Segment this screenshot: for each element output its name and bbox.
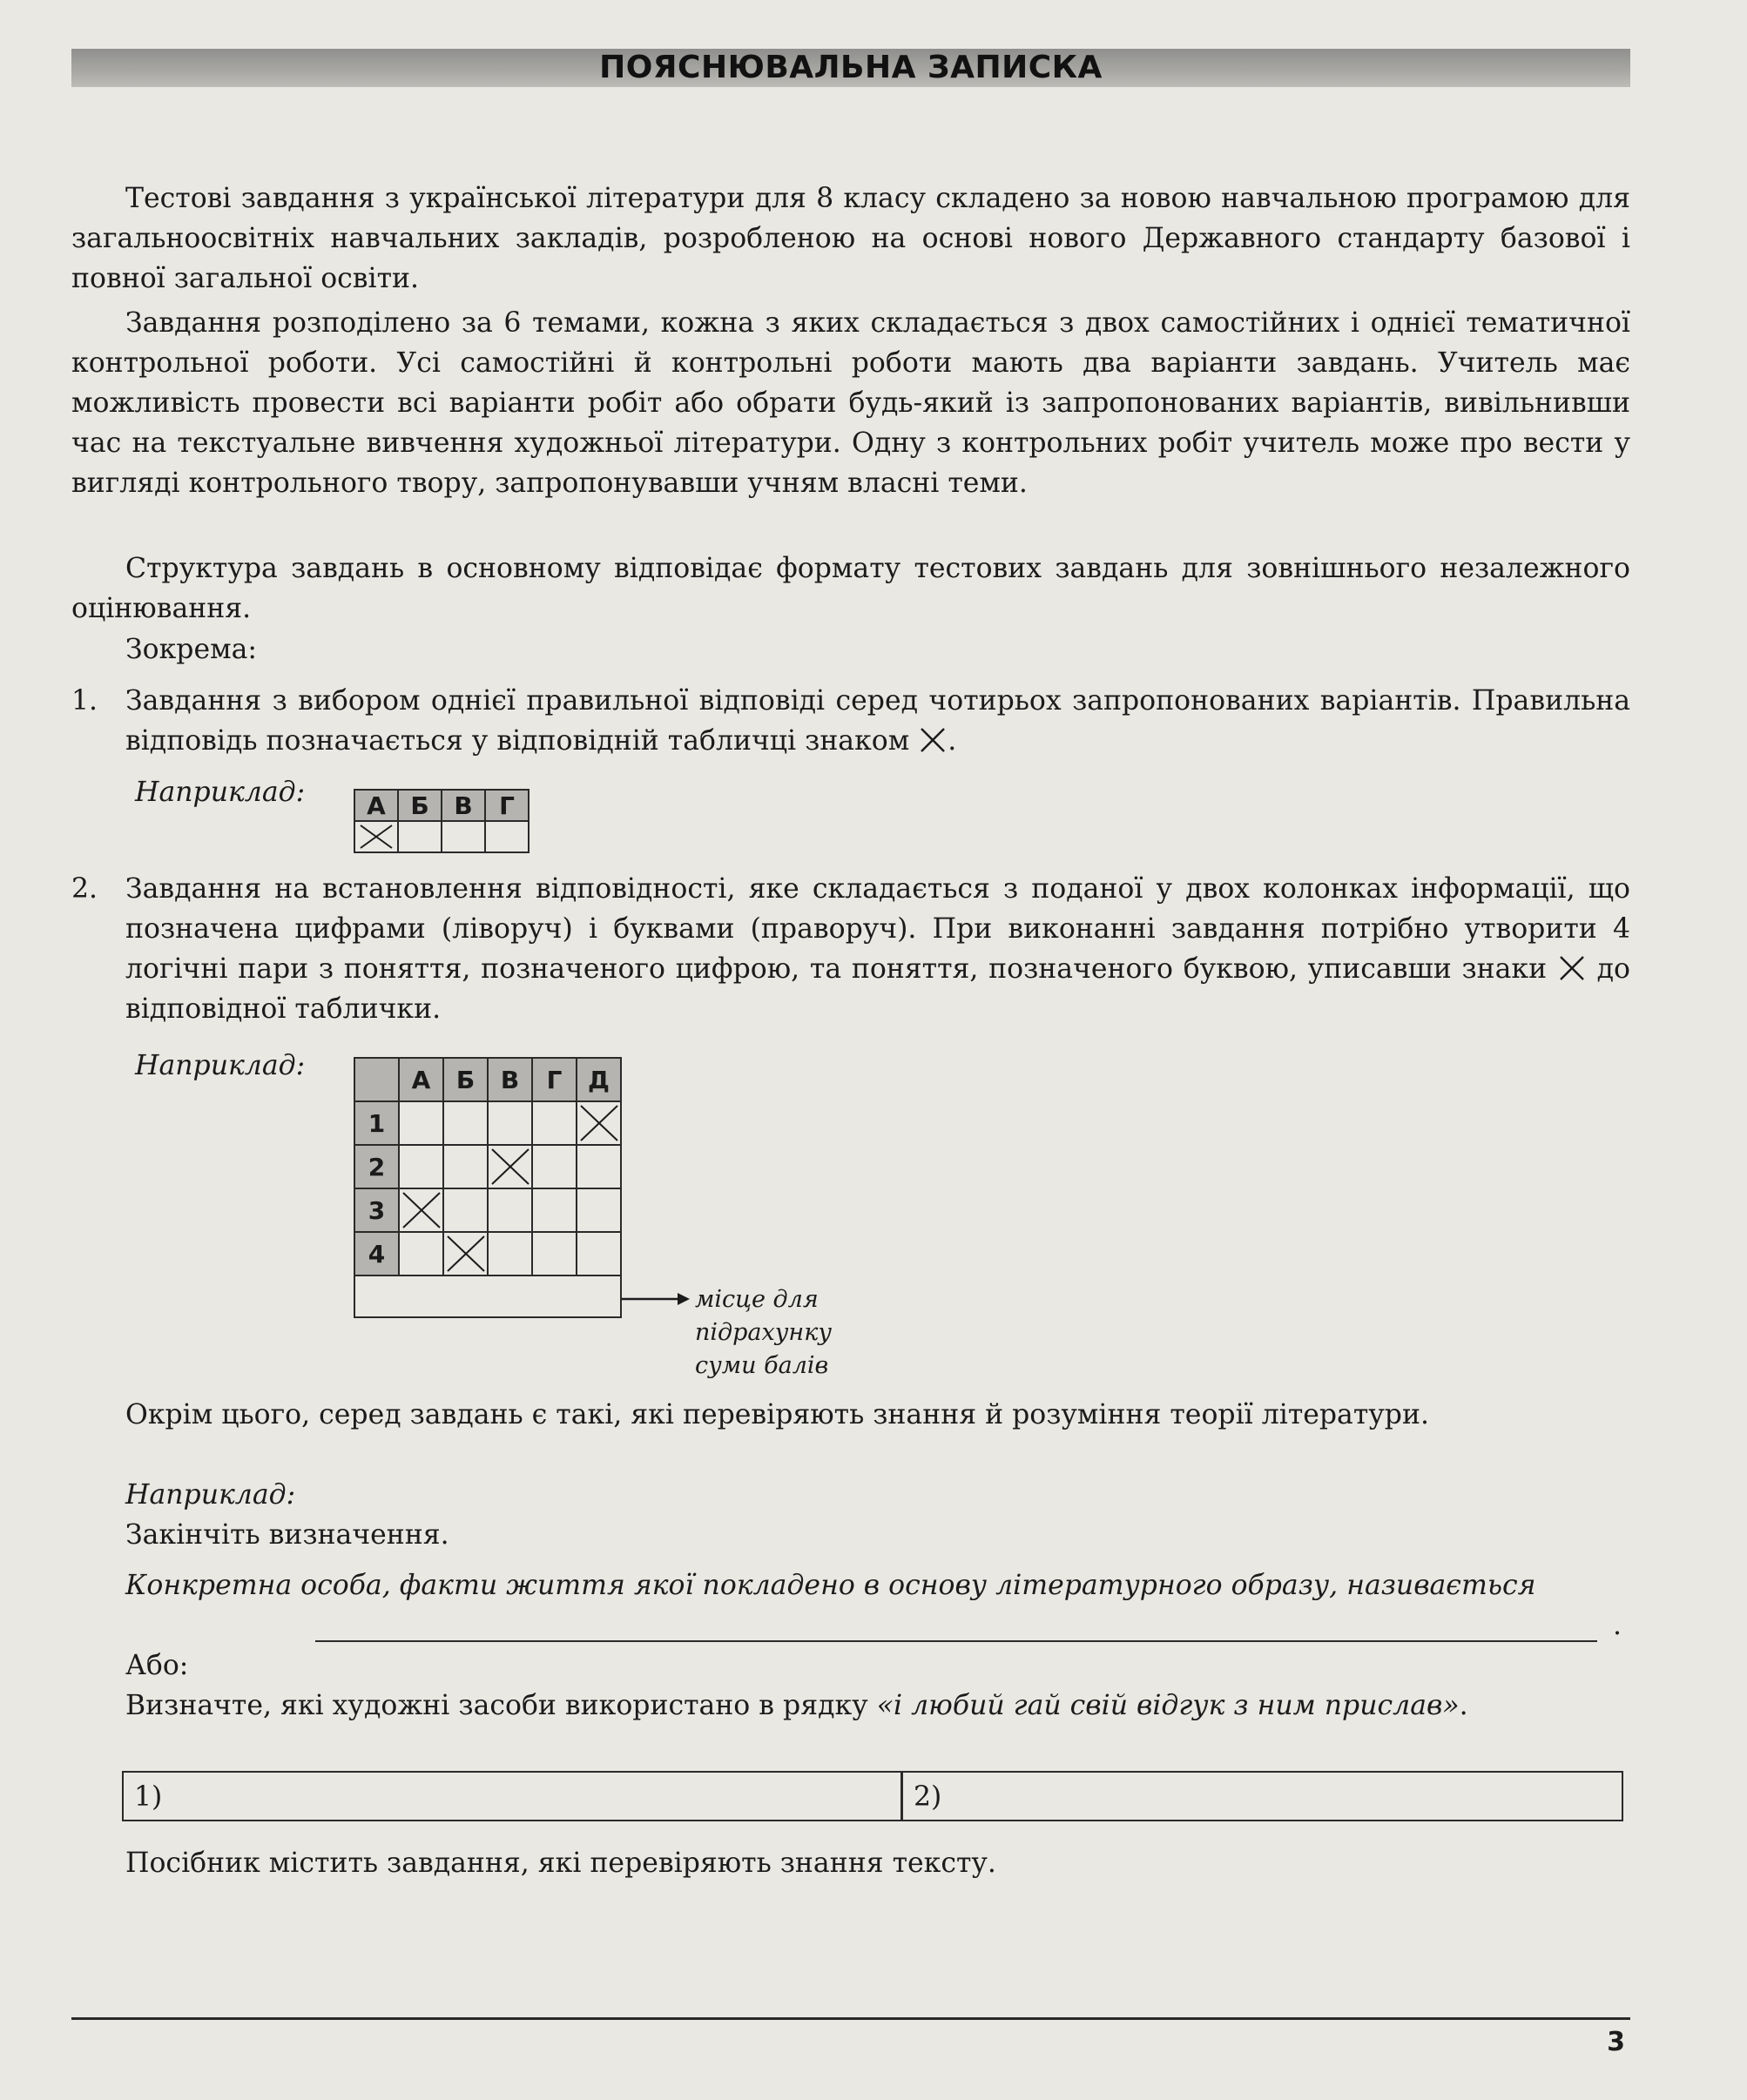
item-1-text-after: . (948, 725, 957, 757)
theory-or: Або: (125, 1650, 189, 1681)
matching-grid-cell[interactable] (488, 1101, 532, 1145)
cross-mark-icon (359, 824, 394, 850)
matching-grid-sum-row (354, 1275, 621, 1317)
cross-mark-icon (918, 725, 948, 755)
theory-task-2-quote: «і любий гай свій відгук з ним прислав» (876, 1690, 1460, 1721)
sum-note-line-2: підрахунку (695, 1319, 832, 1346)
cross-mark-icon (446, 1235, 486, 1273)
intro-paragraph-2: Завдання розподілено за 6 темами, кожна з яких складається з двох самостійних і однієї тематичної контрольної роботи. Усі самостійні й контрольні роботи мають два варіанти завдань. Учитель має можливість провести всі варіанти робіт або обрати будь-який із запропонованих варіантів, вивільнивши час на текстуальне вивчення художньої літератури. Одну з контрольних робіт учитель може про вести у вигляді контрольного твору, запропонувавши учням власні теми. (71, 307, 1630, 499)
matching-grid-cell[interactable] (532, 1101, 577, 1145)
intro-paragraph-3: Структура завдань в основному відповідає формату тестових завдань для зовнішнього незалежного оцінювання. (71, 553, 1630, 624)
item-2-example-label: Наприклад: (135, 1050, 306, 1081)
answer-box (122, 1771, 1623, 1821)
matching-grid-cell[interactable] (443, 1145, 488, 1188)
item-1-example-label: Наприклад: (135, 777, 306, 808)
matching-grid-row-header: 2 (354, 1145, 399, 1188)
matching-grid-cell[interactable] (488, 1188, 532, 1232)
arrow-right-icon (622, 1290, 691, 1308)
answer-grid-header: Г (485, 790, 529, 821)
sum-note (695, 1283, 832, 1383)
matching-grid-row (354, 1145, 621, 1188)
matching-grid-cell[interactable] (443, 1188, 488, 1232)
answer-grid-single (354, 789, 529, 853)
intro-paragraph-1: Тестові завдання з української літератури для 8 класу складено за новою навчальною програмою для загальноосвітніх навчальних закладів, розробленою на основі нового Державного стандарту базової і повної загальної освіти. (71, 183, 1630, 294)
theory-task-2 (71, 1686, 1630, 1726)
item-2-text-after: до відповідної таблички. (125, 953, 1630, 1025)
section-title-bar (71, 49, 1630, 87)
sum-note-line-3: суми балів (695, 1352, 829, 1379)
matching-grid-cell[interactable] (577, 1188, 621, 1232)
score-sum-cell[interactable] (354, 1275, 621, 1317)
matching-grid-cell[interactable] (532, 1232, 577, 1275)
answer-grid-header: А (354, 790, 398, 821)
matching-grid-col-header: В (488, 1058, 532, 1101)
matching-grid-row-header: 1 (354, 1101, 399, 1145)
answer-field-2[interactable]: 2) (914, 1781, 942, 1813)
theory-definition: Конкретна особа, факти життя якої покладено в основу літературного образу, називається (125, 1570, 1536, 1601)
item-2-number: 2. (71, 873, 98, 905)
matching-grid-col-header: Б (443, 1058, 488, 1101)
cross-mark-icon (490, 1148, 530, 1186)
matching-grid-cell[interactable] (577, 1232, 621, 1275)
answer-grid-header-row (354, 790, 529, 821)
answer-grid-header: Б (398, 790, 442, 821)
matching-grid-cell[interactable] (532, 1145, 577, 1188)
item-1-text (125, 681, 1630, 761)
definition-answer-line[interactable] (315, 1611, 1597, 1642)
sum-note-line-1: місце для (695, 1286, 819, 1313)
answer-grid-cell-a[interactable] (354, 821, 398, 852)
theory-task-2-end: . (1459, 1690, 1468, 1721)
theory-task-1: Закінчіть визначення. (125, 1519, 449, 1551)
answer-grid-cell-v[interactable] (442, 821, 485, 852)
theory-task-2-text: Визначте, які художні засоби використано в рядку (125, 1690, 877, 1721)
answer-field-1[interactable]: 1) (134, 1781, 163, 1813)
answer-grid-cell-g[interactable] (485, 821, 529, 852)
matching-grid-row (354, 1188, 621, 1232)
item-1-text-before: Завдання з вибором однієї правильної відповіді серед чотирьох запропонованих варіантів. Правильна відповідь позначається у відповідній табличці знаком (125, 685, 1630, 757)
matching-grid-col-header: А (399, 1058, 443, 1101)
theory-example-label: Наприклад: (125, 1479, 296, 1511)
intro-paragraph-4: Зокрема: (125, 634, 257, 665)
matching-grid (354, 1057, 622, 1318)
matching-grid-row (354, 1101, 621, 1145)
matching-grid-cell[interactable] (399, 1145, 443, 1188)
matching-grid-row-header: 3 (354, 1188, 399, 1232)
closing-paragraph: Посібник містить завдання, які перевіряють знання тексту. (125, 1848, 996, 1879)
cross-mark-icon (1557, 953, 1587, 983)
matching-grid-cell[interactable] (443, 1232, 488, 1275)
matching-grid-cell[interactable] (488, 1232, 532, 1275)
matching-grid-cell[interactable] (399, 1188, 443, 1232)
matching-grid-col-header: Д (577, 1058, 621, 1101)
matching-grid-cell[interactable] (488, 1145, 532, 1188)
answer-grid-cell-b[interactable] (398, 821, 442, 852)
matching-grid-cell[interactable] (443, 1101, 488, 1145)
matching-grid-corner (354, 1058, 399, 1101)
matching-grid-header-row (354, 1058, 621, 1101)
matching-grid-cell[interactable] (399, 1101, 443, 1145)
page-number: 3 (1607, 2027, 1625, 2057)
theory-paragraph: Окрім цього, серед завдань є такі, які перевіряють знання й розуміння теорії літератури. (125, 1399, 1429, 1430)
matching-grid-cell[interactable] (577, 1145, 621, 1188)
cross-mark-icon (579, 1104, 619, 1142)
answer-grid-header: В (442, 790, 485, 821)
item-2-text-before: Завдання на встановлення відповідності, яке складається з поданої у двох колонках інформації, що позначена цифрами (ліворуч) і буквами (праворуч). При виконанні завдання потрібно утворити 4 логічні пари з поняття, позначеного цифрою, та поняття, позначеного буквою, уписавши знаки (125, 873, 1630, 985)
definition-end: . (1613, 1610, 1622, 1641)
section-title: ПОЯСНЮВАЛЬНА ЗАПИСКА (599, 50, 1103, 85)
matching-grid-row-header: 4 (354, 1232, 399, 1275)
matching-grid-cell[interactable] (532, 1188, 577, 1232)
item-2-text (125, 869, 1630, 1029)
matching-grid-cell[interactable] (577, 1101, 621, 1145)
matching-grid-row (354, 1232, 621, 1275)
answer-grid-mark-row (354, 821, 529, 852)
cross-mark-icon (401, 1191, 442, 1229)
footer-rule (71, 2017, 1630, 2020)
matching-grid-col-header: Г (532, 1058, 577, 1101)
matching-grid-cell[interactable] (399, 1232, 443, 1275)
item-1-number: 1. (71, 685, 98, 717)
